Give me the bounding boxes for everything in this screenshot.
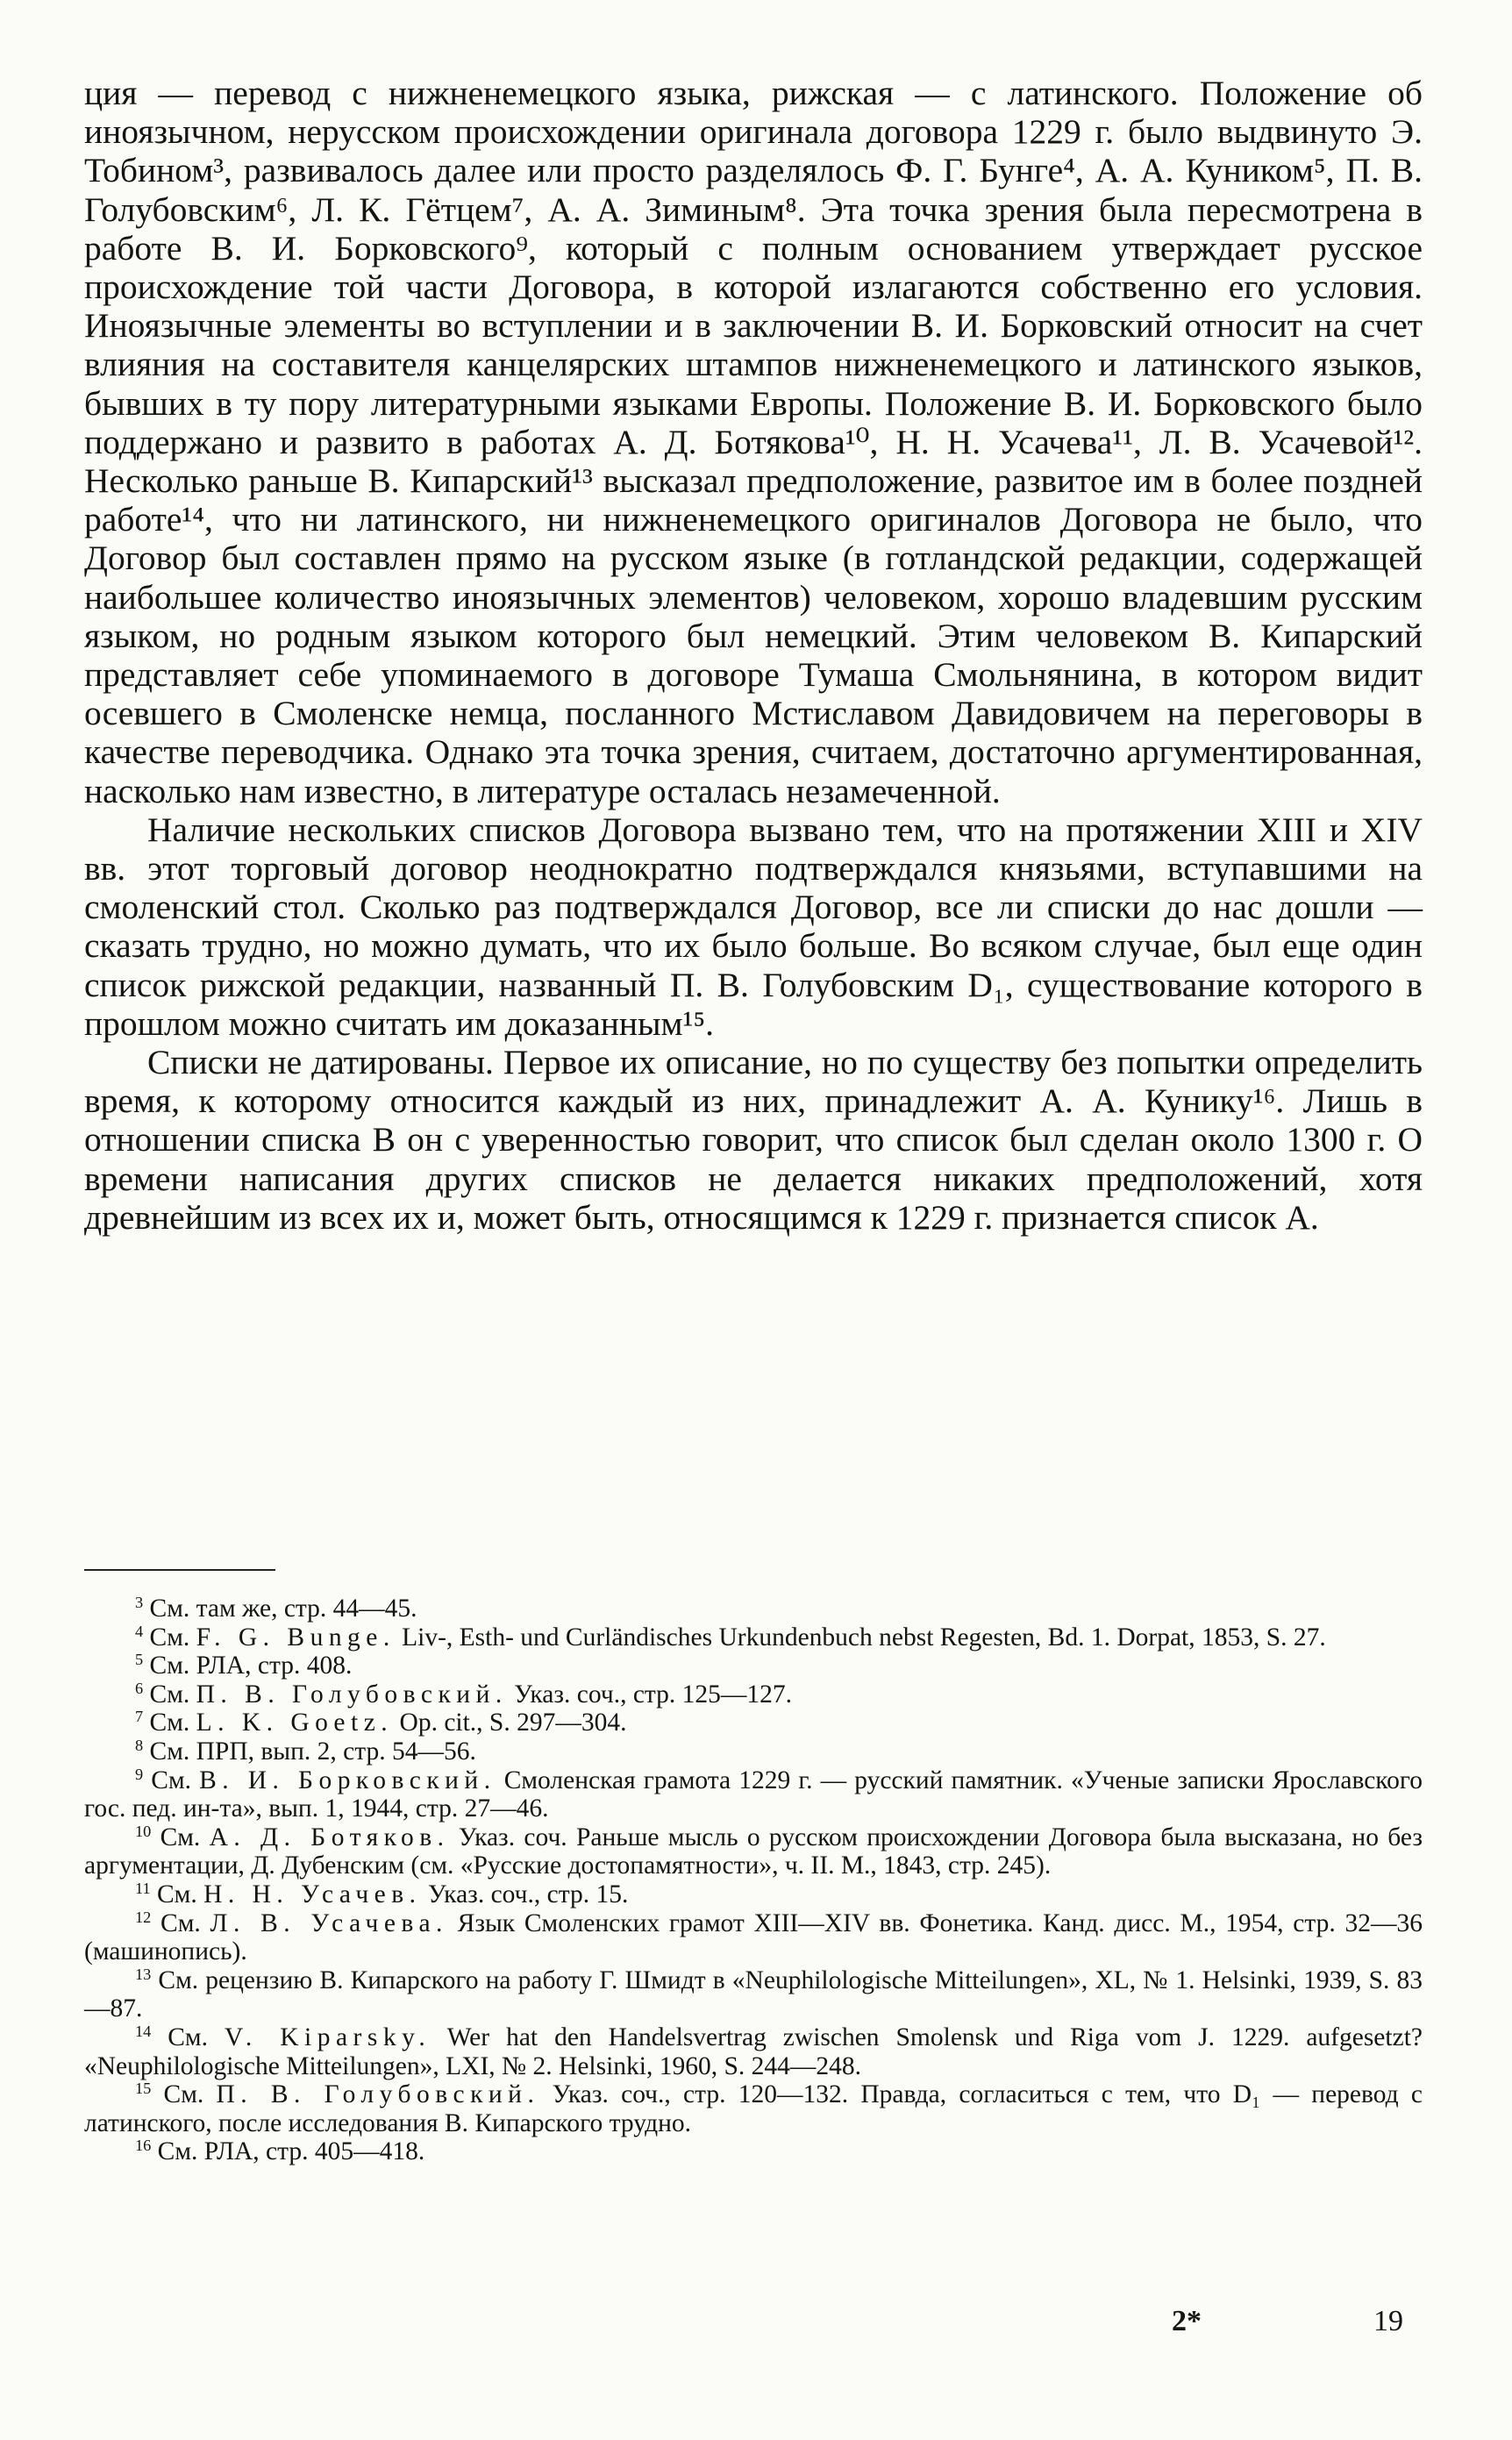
footnote-text: Op. cit., S. 297—304. (399, 1709, 627, 1737)
footnote-author: V. Kiparsky. (224, 2023, 431, 2051)
footnote-11: $^{11}$ См. Н. Н. Усачев. Указ. соч., стр. 15. (135, 1879, 629, 1908)
footnote-9: $^9$ См. В. И. Борковский. Смоленская грамота 1229 г. — русский памятник. «Ученые записки Ярославского гос. пед. ин-та», вып. 1, 1944, стр. 27—46. (84, 1765, 1423, 1823)
footnote-author: П. В. Голубовский. (216, 2080, 540, 2109)
footnote-text: См. рецензию В. Кипарского на работу Г. Шмидт в «Neuphilologische Mitteilungen», XL, № 1. Helsinki, 1939, S. 83—87. (84, 1966, 1423, 2023)
signature-mark: 2* (1172, 2305, 1202, 2337)
paragraph-1: ция — перевод с нижненемецкого языка, рижская — с латинского. Положение об иноязычном, нерусском происхождении оригинала договора 1229 г. было выдвинуто Э. Тобином³, развивалось далее или просто разделялось Ф. Г. Бунге⁴, А. А. Куником⁵, П. В. Голубовским⁶, Л. К. Гётцем⁷, А. А. Зиминым⁸. Эта точка зрения была пересмотрена в работе В. И. Борковского⁹, который с полным основанием утверждает русское происхождение той части Договора, в которой излагаются собственно его условия. Иноязычные элементы во вступлении и в заключении В. И. Борковский относит на счет влияния на составителя канцелярских штампов нижненемецкого и латинского языков, бывших в ту пору литературными языками Европы. Положение В. И. Борковского было поддержано и развито в работах А. Д. Ботякова¹⁰, Н. Н. Усачева¹¹, Л. В. Усачевой¹². Несколько раньше В. Кипарский¹³ высказал предположение, развитое им в более поздней работе¹⁴, что ни латинского, ни нижненемецкого оригиналов Договора не было, что Договор был составлен прямо на русском языке (в готландской редакции, содержащей наибольшее количество иноязычных элементов) человеком, хорошо владевшим русским языком, но родным языком которого был немецкий. Этим человеком В. Кипарский представляет себе упоминаемого в договоре Тумаша Смольнянина, в котором видит осевшего в Смоленске немца, посланного Мстиславом Давидовичем на переговоры в качестве переводчика. Однако эта точка зрения, считаем, достаточно аргументированная, насколько нам известно, в литературе осталась незамеченной. (84, 74, 1423, 810)
footnote-number: 7 (135, 1708, 144, 1726)
footnote-author: В. И. Борковский. (199, 1766, 496, 1794)
footnote-text: Указ. соч., стр. 15. (427, 1880, 629, 1908)
footnote-author: Л. В. Усачева. (210, 1908, 448, 1937)
paragraph-3: Списки не датированы. Первое их описание, но по существу без попытки определить время, к которому относится каждый из них, принадлежит А. А. Кунику¹⁶. Лишь в отношении списка B он с уверенностью говорит, что список был сделан около 1300 г. О времени написания других списков не делается никаких предположений, хотя древнейшим из всех их и, может быть, относящимся к 1229 г. признается список А. (84, 1043, 1423, 1237)
footnote-10: $^{10}$ См. А. Д. Ботяков. Указ. соч. Раньше мысль о русском происхождении Договора была высказана, но без аргументации, Д. Дубенским (см. «Русские достопамятности», ч. II. М., 1843, стр. 245). (84, 1822, 1423, 1880)
footnote-text: См. там же, стр. 44—45. (149, 1595, 417, 1623)
footnote-number: 3 (135, 1593, 144, 1611)
footnote-number: 9 (135, 1765, 144, 1783)
footnote-5 (84, 1652, 1423, 1680)
footnote-text: Смоленская грамота 1229 г. — русский памятник. «Ученые записки Ярославского гос. пед. ин-та», вып. 1, 1944, стр. 27—46. (84, 1766, 1423, 1823)
footnote-8 (84, 1737, 1423, 1766)
footnote-3 (84, 1595, 1423, 1623)
footnote-4: $^4$ См. F. G. Bunge. Liv-, Esth- und Curländisches Urkundenbuch nebst Regesten, Bd. 1. Dorpat, 1853, S. 27. (135, 1622, 1326, 1652)
footnote-number: 10 (135, 1822, 152, 1840)
main-text (84, 74, 1423, 1237)
footnote-text: См. ПРП, вып. 2, стр. 54—56. (149, 1737, 476, 1766)
footnote-text: Wer hat den Handelsvertrag zwischen Smolensk und Riga vom J. 1229. aufgesetzt? «Neuphilologische Mitteilungen», LXI, № 2. Helsinki, 1960, S. 244—248. (84, 2023, 1423, 2080)
footnote-text: См. РЛА, стр. 405—418. (157, 2137, 425, 2166)
footnote-14: $^{14}$ См. V. Kiparsky. Wer hat den Handelsvertrag zwischen Smolensk und Riga vom J. 1229. aufgesetzt? «Neuphilologische Mitteilungen», LXI, № 2. Helsinki, 1960, S. 244—248. (84, 2022, 1423, 2080)
footnote-text: См. РЛА, стр. 408. (149, 1652, 353, 1680)
footnote-7: $^7$ См. L. K. Goetz. Op. cit., S. 297—304. (135, 1708, 627, 1737)
footnotes (84, 1595, 1423, 2166)
footnote-15: $^{15}$ См. П. В. Голубовский. Указ. соч., стр. 120—132. Правда, согласиться с тем, что D₁ — перевод с латинского, после исследования В. Кипарского трудно. (84, 2080, 1423, 2137)
footnote-number: 4 (135, 1622, 144, 1640)
footnote-6: $^6$ См. П. В. Голубовский. Указ. соч., стр. 125—127. (135, 1679, 793, 1709)
footnote-text: Указ. соч., стр. 125—127. (514, 1680, 793, 1709)
paragraph-2: Наличие нескольких списков Договора вызвано тем, что на протяжении XIII и XIV вв. этот торговый договор неоднократно подтверждался князьями, вступавшими на смоленский стол. Сколько раз подтверждался Договор, все ли списки до нас дошли — сказать трудно, но можно думать, что их было больше. Во всяком случае, был еще один список рижской редакции, названный П. В. Голубовским D₁, существование которого в прошлом можно считать им доказанным¹⁵. (84, 810, 1423, 1043)
footnote-text: Язык Смоленских грамот XIII—XIV вв. Фонетика. Канд. дисс. М., 1954, стр. 32—36 (машинопись). (84, 1908, 1423, 1966)
footnote-text: Указ. соч. Раньше мысль о русском происхождении Договора была высказана, но без аргументации, Д. Дубенским (см. «Русские достопамятности», ч. II. М., 1843, стр. 245). (84, 1823, 1423, 1880)
footnote-author: L. K. Goetz. (196, 1709, 394, 1737)
footnote-text: Liv-, Esth- und Curländisches Urkundenbuch nebst Regesten, Bd. 1. Dorpat, 1853, S. 27. (402, 1623, 1326, 1652)
footnote-author: Н. Н. Усачев. (203, 1880, 422, 1908)
footnote-author: П. В. Голубовский. (196, 1680, 508, 1709)
footnote-separator (84, 1569, 275, 1571)
footnote-author: F. G. Bunge. (196, 1623, 396, 1652)
footnote-text: Указ. соч., стр. 120—132. Правда, согласиться с тем, что D₁ — перевод с латинского, после исследования В. Кипарского трудно. (84, 2080, 1423, 2137)
footnote-author: А. Д. Ботяков. (209, 1823, 450, 1851)
footnote-number: 6 (135, 1679, 144, 1697)
footnote-number: 8 (135, 1736, 144, 1754)
footnote-13 (84, 1966, 1423, 2023)
footnote-number: 5 (135, 1651, 144, 1669)
footnote-number: 15 (135, 2080, 152, 2098)
page-number: 19 (1373, 2305, 1403, 2337)
footnote-number: 12 (135, 1908, 152, 1926)
footnote-number: 14 (135, 2022, 152, 2040)
footnote-16 (84, 2137, 1423, 2166)
footnote-number: 16 (135, 2137, 152, 2155)
footnote-number: 11 (135, 1879, 151, 1897)
footnote-12: $^{12}$ См. Л. В. Усачева. Язык Смоленских грамот XIII—XIV вв. Фонетика. Канд. дисс. М., 1954, стр. 32—36 (машинопись). (84, 1908, 1423, 1966)
footnote-number: 13 (135, 1965, 152, 1983)
